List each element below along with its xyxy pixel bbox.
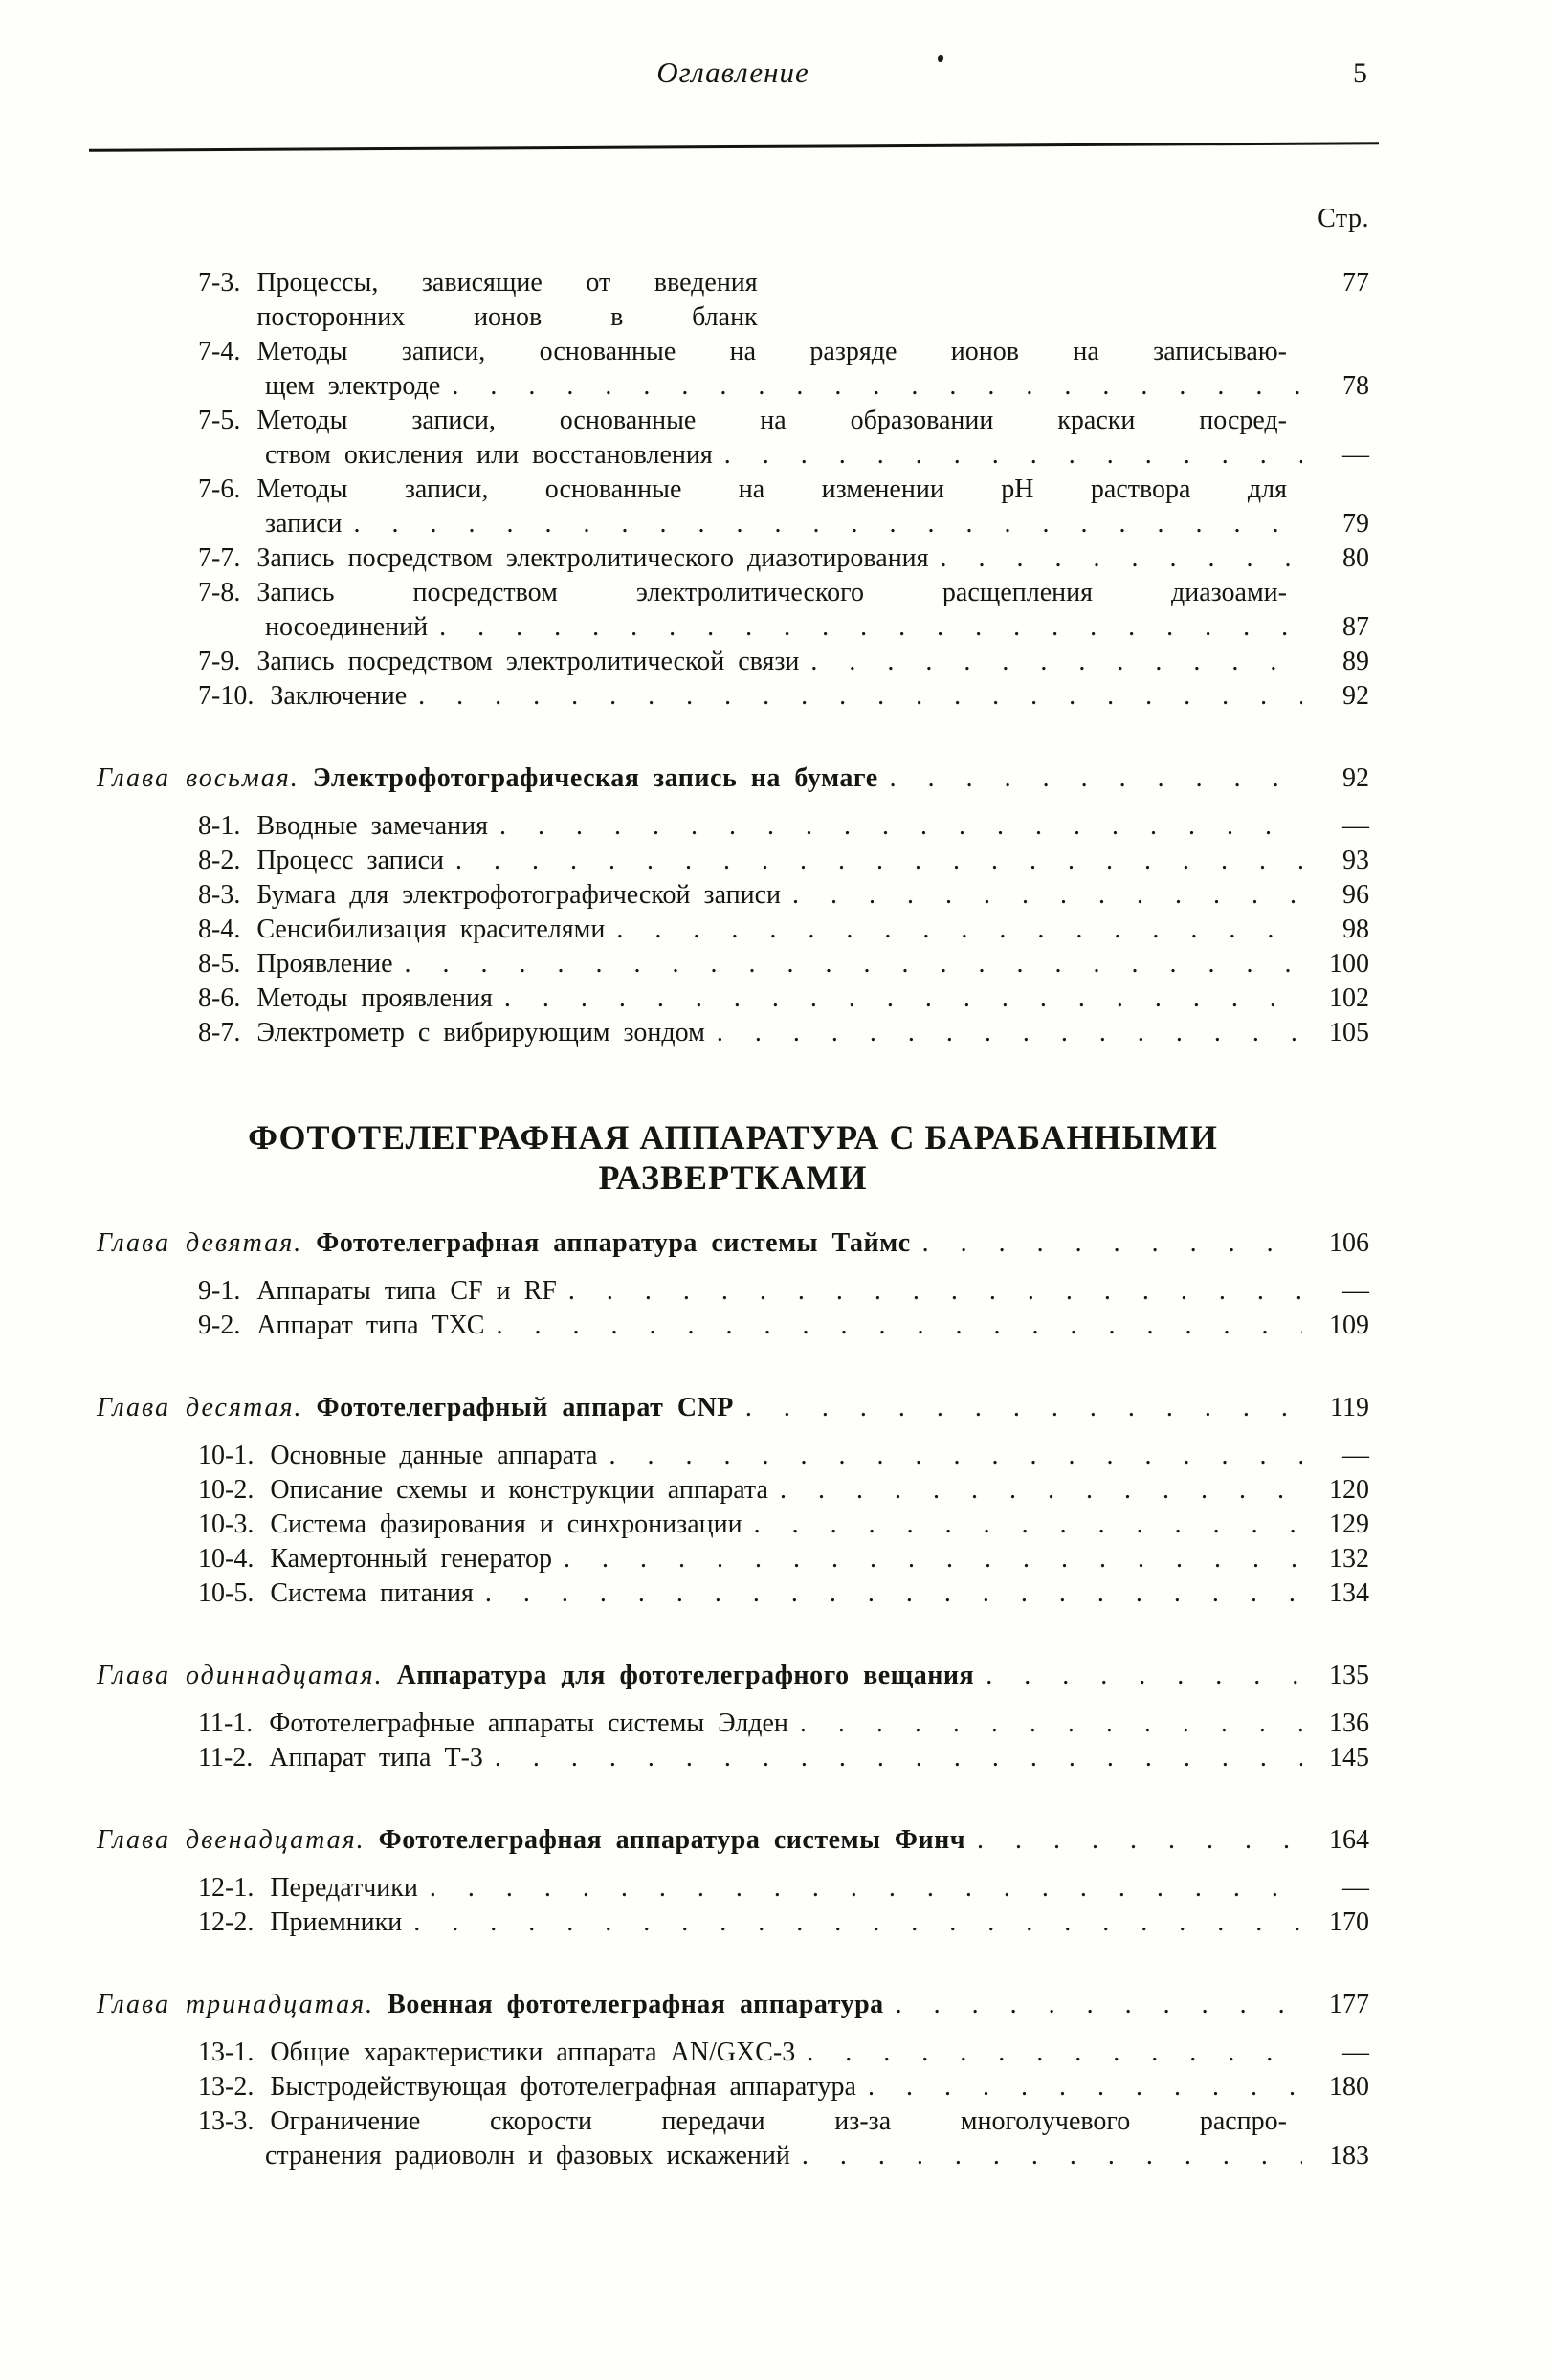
entry-number: 7-10.: [198, 681, 255, 711]
entry-text-line1: Методы записи, основанные на изменении pH раствора для: [256, 474, 1287, 504]
part-title-line: ФОТОТЕЛЕГРАФНАЯ АППАРАТУРА С БАРАБАННЫМИ: [248, 1118, 1218, 1157]
dot-leader: [977, 1823, 1302, 1858]
entry-number: 11-1.: [198, 1708, 254, 1738]
dot-leader: [745, 1391, 1302, 1425]
entry-text: Быстродействующая фототелеграфная аппаратура: [270, 2072, 856, 2102]
toc-entry-line: [91, 335, 1375, 369]
dot-leader: [430, 1871, 1302, 1906]
toc-entry: [91, 2105, 1375, 2173]
entry-text: Передатчики: [270, 1873, 418, 1903]
page-number: 5: [1353, 57, 1367, 89]
entry-page: 96: [1342, 880, 1369, 910]
dot-leader: [499, 809, 1302, 844]
entry-number: 10-1.: [198, 1441, 255, 1470]
toc-entry: [91, 1576, 1375, 1611]
toc-entry-line: [91, 576, 1375, 610]
dot-leader: [780, 1473, 1302, 1508]
entry-page: 89: [1342, 647, 1369, 676]
entry-page: 109: [1329, 1311, 1369, 1340]
dot-leader: [890, 761, 1302, 796]
entry-text-line2: носоединений: [265, 612, 429, 642]
chapter-title: Фототелеграфная аппаратура системы Таймс: [316, 1228, 911, 1258]
entry-text-line2: странения радиоволн и фазовых искажений: [265, 2141, 790, 2171]
toc-entry: [91, 1906, 1375, 1940]
entry-page: 87: [1342, 612, 1369, 642]
entry-number: 8-6.: [198, 983, 241, 1013]
entry-number: 13-1.: [198, 2038, 255, 2067]
toc-entry: [91, 1707, 1375, 1741]
dot-leader: [922, 1226, 1302, 1261]
toc-entry: [91, 2070, 1375, 2105]
entry-text: Аппараты типа CF и RF: [256, 1276, 557, 1306]
entry-page: 79: [1342, 509, 1369, 539]
entry-text-line2: щем электроде: [265, 371, 441, 401]
entry-number: 10-3.: [198, 1510, 255, 1539]
entry-page: 106: [1329, 1228, 1369, 1258]
dot-leader: [754, 1508, 1302, 1542]
entry-page: 98: [1342, 915, 1369, 944]
entry-page: 129: [1329, 1510, 1369, 1539]
entry-text: Запись посредством электролитического диазотирования: [256, 543, 929, 573]
entry-page: 132: [1329, 1544, 1369, 1574]
page-title: Оглавление: [656, 55, 809, 89]
chapter-prefix: Глава тринадцатая.: [97, 1990, 375, 2019]
toc-entry-line: [91, 438, 1375, 473]
toc-part-title: [91, 1117, 1375, 1198]
entry-page: 78: [1342, 371, 1369, 401]
entry-number: 7-8.: [198, 578, 241, 607]
entry-number: 10-4.: [198, 1544, 255, 1574]
entry-text-line1: Ограничение скорости передачи из-за многолучевого распро-: [270, 2106, 1287, 2136]
dot-leader: [810, 645, 1302, 679]
dot-leader: [986, 1659, 1302, 1693]
page-column-label: Стр.: [1318, 204, 1369, 233]
dot-leader: [354, 507, 1303, 541]
chapter-prefix: Глава десятая.: [97, 1393, 303, 1422]
chapter-title: Электрофотографическая запись на бумаге: [312, 763, 878, 793]
dot-leader: [807, 2036, 1302, 2070]
toc-entry: [91, 913, 1375, 947]
dot-leader: [455, 844, 1302, 878]
chapter-prefix: Глава одиннадцатая.: [97, 1661, 384, 1690]
entry-text: Система фазирования и синхронизации: [270, 1510, 742, 1539]
entry-text: Камертонный генератор: [270, 1544, 552, 1574]
entry-text: Аппарат типа Т-3: [269, 1743, 483, 1773]
dot-leader: [418, 679, 1302, 714]
entry-text: Основные данные аппарата: [270, 1441, 598, 1470]
dot-leader: [496, 1309, 1302, 1343]
entry-number: 13-3.: [198, 2106, 255, 2136]
toc-entry: [91, 645, 1375, 679]
dot-leader: [564, 1542, 1302, 1576]
entry-page: —: [1342, 2038, 1369, 2067]
dot-leader: [802, 2139, 1302, 2173]
toc-entry: [91, 809, 1375, 844]
toc-entry: [91, 2036, 1375, 2070]
entry-number: 12-2.: [198, 1907, 255, 1937]
entry-number: 8-5.: [198, 949, 241, 979]
entry-text: Бумага для электрофотографической записи: [256, 880, 782, 910]
dot-leader: [495, 1741, 1302, 1775]
toc-entry: [91, 473, 1375, 541]
part-title-line: РАЗВЕРТКАМИ: [598, 1158, 868, 1197]
entry-text-line2: ством окисления или восстановления: [265, 440, 713, 470]
dot-leader: [868, 2070, 1302, 2105]
entry-number: 8-2.: [198, 846, 241, 875]
entry-page: —: [1342, 440, 1369, 470]
entry-number: 7-7.: [198, 543, 241, 573]
entry-page: 80: [1342, 543, 1369, 573]
chapter-prefix: Глава двенадцатая.: [97, 1825, 366, 1855]
dot-leader: [568, 1274, 1302, 1309]
dot-leader: [717, 1016, 1302, 1050]
dot-leader: [616, 913, 1302, 947]
entry-number: 8-4.: [198, 915, 241, 944]
toc-entry-line: [91, 369, 1375, 404]
entry-number: 13-2.: [198, 2072, 255, 2102]
entry-text: Процессы, зависящие от введения посторонних ионов в бланк: [256, 268, 758, 332]
entry-page: 135: [1329, 1661, 1369, 1690]
entry-page: 93: [1342, 846, 1369, 875]
entry-text: Процесс записи: [256, 846, 445, 875]
toc-entry: [91, 266, 1375, 335]
toc-entry: [91, 1473, 1375, 1508]
dot-leader: [724, 438, 1302, 473]
chapter-prefix: Глава восьмая.: [97, 763, 299, 793]
toc-entry: [91, 1741, 1375, 1775]
entry-number: 7-3.: [198, 268, 241, 298]
toc-entry: [91, 576, 1375, 645]
entry-text: Аппарат типа ТХС: [256, 1311, 485, 1340]
entry-number: 8-1.: [198, 811, 241, 841]
chapter-title: Военная фототелеграфная аппаратура: [388, 1990, 884, 2019]
entry-text-line1: Запись посредством электролитического расщепления диазоами-: [256, 578, 1287, 607]
entry-page: 105: [1329, 1018, 1369, 1047]
entry-text: Сенсибилизация красителями: [256, 915, 606, 944]
toc-entry: [91, 1508, 1375, 1542]
entry-page: 145: [1329, 1743, 1369, 1773]
entry-text: Система питания: [270, 1578, 474, 1608]
entry-number: 9-2.: [198, 1311, 241, 1340]
dot-leader: [896, 1988, 1302, 2022]
entry-page: 134: [1329, 1578, 1369, 1608]
entry-number: 7-5.: [198, 406, 241, 435]
entry-number: 8-3.: [198, 880, 241, 910]
toc-entry: [91, 335, 1375, 404]
entry-text-line2: записи: [265, 509, 343, 539]
entry-text: Общие характеристики аппарата AN/GXC-3: [270, 2038, 796, 2067]
toc-entry-line: [91, 2105, 1375, 2139]
entry-page: 100: [1329, 949, 1369, 979]
toc-chapter-entry: [91, 761, 1375, 796]
toc-entry: [91, 878, 1375, 913]
dot-leader: [941, 541, 1302, 576]
entry-page: —: [1342, 1441, 1369, 1470]
entry-page: 120: [1329, 1475, 1369, 1505]
entry-text: Описание схемы и конструкции аппарата: [270, 1475, 768, 1505]
toc-chapter-entry: [91, 1659, 1375, 1693]
toc-entry: [91, 541, 1375, 576]
toc-entry-line: [91, 2139, 1375, 2173]
chapter-prefix: Глава девятая.: [97, 1228, 303, 1258]
toc-entry: [91, 1439, 1375, 1473]
toc-chapter-entry: [91, 1988, 1375, 2022]
chapter-title: Фототелеграфная аппаратура системы Финч: [378, 1825, 966, 1855]
entry-number: 7-9.: [198, 647, 241, 676]
entry-page: 170: [1329, 1907, 1369, 1937]
entry-number: 7-6.: [198, 474, 241, 504]
dot-leader: [609, 1439, 1302, 1473]
toc-entry-line: [91, 507, 1375, 541]
entry-page: 180: [1329, 2072, 1369, 2102]
entry-number: 12-1.: [198, 1873, 255, 1903]
entry-text-line1: Методы записи, основанные на разряде ионов на записываю-: [256, 337, 1287, 366]
entry-text: Методы проявления: [256, 983, 493, 1013]
toc-entry-line: [91, 473, 1375, 507]
entry-page: 102: [1329, 983, 1369, 1013]
entry-page: 183: [1329, 2141, 1369, 2171]
entry-page: —: [1342, 1276, 1369, 1306]
entry-page: —: [1342, 811, 1369, 841]
toc-entry: [91, 1309, 1375, 1343]
entry-text: Электрометр с вибрирующим зондом: [256, 1018, 705, 1047]
toc-entry: [91, 1871, 1375, 1906]
entry-page: 77: [1342, 268, 1370, 298]
toc-entry: [91, 1274, 1375, 1309]
toc-chapter-entry: [91, 1823, 1375, 1858]
entry-number: 11-2.: [198, 1743, 254, 1773]
toc-chapter-entry: [91, 1226, 1375, 1261]
entry-number: 10-5.: [198, 1578, 255, 1608]
dot-leader: [413, 1906, 1302, 1940]
entry-text: Фототелеграфные аппараты системы Элден: [269, 1708, 788, 1738]
entry-text: Заключение: [270, 681, 408, 711]
entry-page: 119: [1330, 1393, 1369, 1422]
entry-page: 92: [1342, 681, 1369, 711]
table-of-contents: [91, 266, 1375, 2173]
toc-entry: [91, 404, 1375, 473]
dot-leader: [439, 610, 1302, 645]
toc-entry: [91, 981, 1375, 1016]
toc-entry: [91, 1542, 1375, 1576]
dot-leader: [405, 947, 1302, 981]
entry-page: 136: [1329, 1708, 1369, 1738]
entry-text: Вводные замечания: [256, 811, 488, 841]
entry-number: 10-2.: [198, 1475, 255, 1505]
toc-chapter-entry: [91, 1391, 1375, 1425]
toc-entry: [91, 1016, 1375, 1050]
toc-entry: [91, 947, 1375, 981]
entry-text: Приемники: [270, 1907, 403, 1937]
dot-leader: [504, 981, 1302, 1016]
entry-page: —: [1342, 1873, 1369, 1903]
entry-number: 9-1.: [198, 1276, 241, 1306]
dot-leader: [792, 878, 1302, 913]
entry-page: 177: [1329, 1990, 1369, 2019]
toc-entry: [91, 844, 1375, 878]
page-header: [91, 55, 1375, 99]
toc-entry: [91, 679, 1375, 714]
toc-entry-line: [91, 404, 1375, 438]
entry-text: Проявление: [256, 949, 393, 979]
dot-leader: [800, 1707, 1302, 1741]
entry-number: 7-4.: [198, 337, 241, 366]
entry-page: 92: [1342, 763, 1369, 793]
entry-text: Запись посредством электролитической связи: [256, 647, 800, 676]
entry-number: 8-7.: [198, 1018, 241, 1047]
entry-page: 164: [1329, 1825, 1369, 1855]
chapter-title: Аппаратура для фототелеграфного вещания: [396, 1661, 975, 1690]
header-rule: [89, 142, 1379, 152]
entry-text-line1: Методы записи, основанные на образовании краски посред-: [256, 406, 1287, 435]
dot-leader: [485, 1576, 1302, 1611]
dot-leader: [452, 369, 1302, 404]
chapter-title: Фототелеграфный аппарат CNP: [316, 1393, 734, 1422]
toc-entry-line: [91, 610, 1375, 645]
